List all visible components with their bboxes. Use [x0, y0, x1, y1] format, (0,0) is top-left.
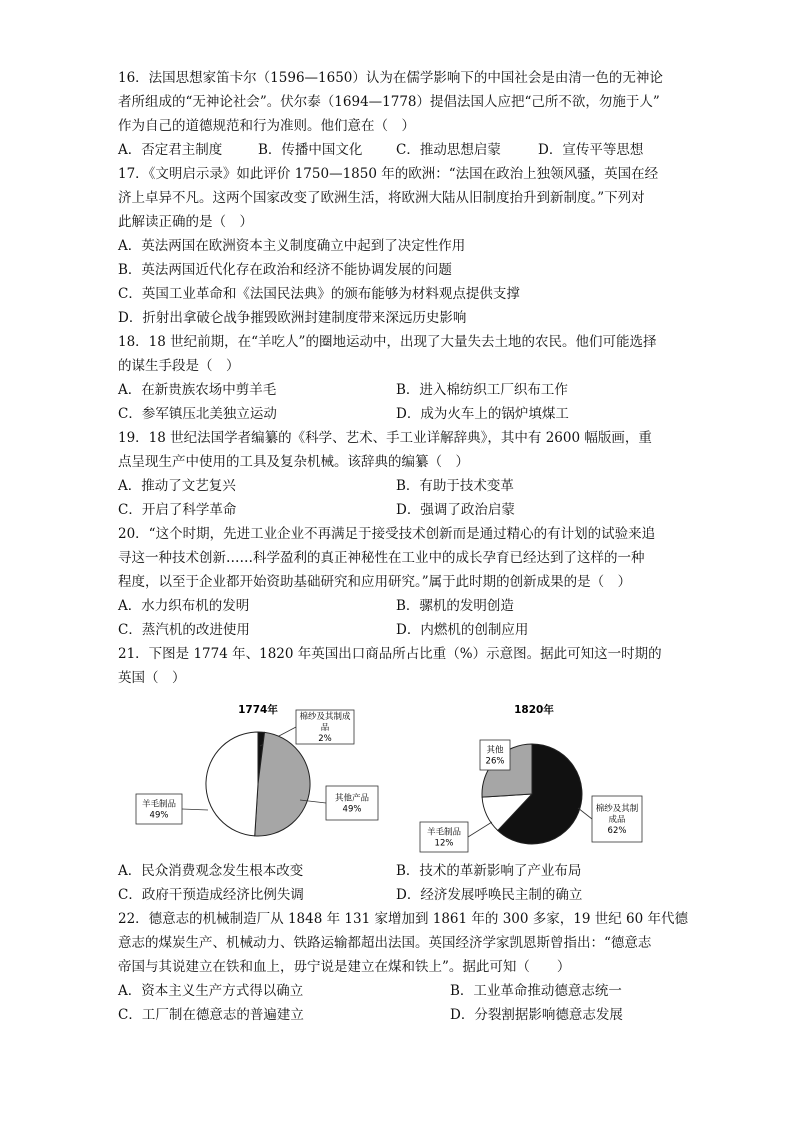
- q17-stem-line-1: 17．《文明启示录》如此评价 1750—1850 年的欧洲：“法国在政治上独领风骚，英国在经: [118, 166, 659, 182]
- q21-stem-line-2: 英国（ ）: [118, 670, 186, 686]
- slice-value-label: 26%: [485, 756, 505, 767]
- q16-stem-line-1: 16．法国思想家笛卡尔（1596—1650）认为在儒学影响下的中国社会是由清一色的无神论: [118, 70, 663, 86]
- q17-option-d: D．折射出拿破仑战争摧毁欧洲封建制度带来深远历史影响: [118, 310, 467, 326]
- q18-option-c: C．参军镇压北美独立运动: [118, 406, 277, 422]
- callout-leader: [578, 808, 592, 819]
- q20-stem-line-1: 20．“这个时期，先进工业企业不再满足于接受技术创新而是通过精心的有计划的试验来追: [118, 526, 656, 542]
- slice-value-label: 12%: [434, 838, 454, 849]
- q20-stem-line-2: 寻这一种技术创新……科学盈利的真正神秘性在工业中的成长孕育已经达到了这样的一种: [118, 550, 645, 566]
- q22-stem-line-2: 意志的煤炭生产、机械动力、铁路运输都超出法国。英国经济学家凯恩斯曾指出：“德意志: [118, 935, 652, 951]
- pie-slice: [206, 732, 258, 836]
- q18-stem-line-2: 的谋生手段是（ ）: [118, 358, 240, 374]
- q19-stem-line-1: 19．18 世纪法国学者编纂的《科学、艺术、手工业详解辞典》，其中有 2600 幅版画，重: [118, 430, 652, 446]
- q22-option-d: D．分裂割据影响德意志发展: [450, 1007, 623, 1023]
- q16-stem-line-3: 作为自己的道德规范和行为准则。他们意在（ ）: [118, 118, 415, 134]
- slice-category-label: 其他: [486, 745, 504, 756]
- q20-option-d: D．内燃机的创制应用: [396, 622, 529, 638]
- q16-option-d: D．宣传平等思想: [538, 142, 644, 158]
- q17-option-c: C．英国工业革命和《法国民法典》的颁布能够为材料观点提供支撑: [118, 286, 520, 302]
- slice-category-label: 羊毛制品: [426, 827, 462, 838]
- q18-stem-line-1: 18．18 世纪前期，在“羊吃人”的圈地运动中，出现了大量失去土地的农民。他们可能选择: [118, 334, 657, 350]
- slice-value-label: 62%: [607, 826, 627, 836]
- slice-value-label: 2%: [318, 734, 332, 744]
- q16-option-a: A．否定君主制度: [118, 142, 223, 158]
- q22-stem-line-1: 22．德意志的机械制造厂从 1848 年 131 家增加到 1861 年的 300 多家，19 世纪 60 年代德: [118, 911, 688, 927]
- slice-value-label: 49%: [342, 804, 362, 815]
- q22-option-c: C．工厂制在德意志的普遍建立: [118, 1007, 304, 1023]
- slice-category-label: 棉纱及其制: [595, 804, 639, 814]
- callout-leader: [468, 822, 492, 837]
- q18-option-a: A．在新贵族农场中剪羊毛: [118, 382, 277, 398]
- q21-option-c: C．政府干预造成经济比例失调: [118, 887, 304, 903]
- q22-option-b: B．工业革命推动德意志统一: [450, 983, 622, 999]
- q22-stem-line-3: 帝国与其说建立在铁和血上，毋宁说是建立在煤和铁上”。据此可知（ ）: [118, 959, 571, 975]
- q20-option-c: C．蒸汽机的改进使用: [118, 622, 250, 638]
- q19-stem-line-2: 点呈现生产中使用的工具及复杂机械。该辞典的编纂（ ）: [118, 454, 469, 470]
- q16-stem-line-2: 者所组成的“无神论社会”。伏尔泰（1694—1778）提倡法国人应把“己所不欲，勿施于人”: [118, 94, 660, 110]
- q17-stem-line-2: 济上卓异不凡。这两个国家改变了欧洲生活，将欧洲大陆从旧制度抬升到新制度。”下列对: [118, 190, 645, 206]
- q19-option-c: C．开启了科学革命: [118, 502, 237, 518]
- q22-option-a: A．资本主义生产方式得以确立: [118, 983, 304, 999]
- q19-option-a: A．推动了文艺复兴: [118, 478, 236, 494]
- pie-chart-title: 1774年: [238, 704, 278, 716]
- pie-chart-0: [136, 703, 378, 836]
- slice-category-label: 其他产品: [334, 793, 370, 804]
- pie-chart-title: 1820年: [514, 704, 554, 716]
- q19-option-b: B．有助于技术变革: [396, 478, 514, 494]
- q17-option-b: B．英法两国近代化存在政治和经济不能协调发展的问题: [118, 262, 452, 278]
- q18-option-b: B．进入棉纺织工厂织布工作: [396, 382, 568, 398]
- q18-option-d: D．成为火车上的锅炉填煤工: [396, 406, 569, 422]
- q19-option-d: D．强调了政治启蒙: [396, 502, 515, 518]
- q20-option-b: B．骡机的发明创造: [396, 598, 514, 614]
- callout-leader: [182, 809, 208, 810]
- q20-stem-line-3: 程度，以至于企业都开始资助基础研究和应用研究。”属于此时期的创新成果的是（ ）: [118, 574, 632, 590]
- slice-category-label: 品: [320, 723, 330, 733]
- q20-option-a: A．水力织布机的发明: [118, 598, 250, 614]
- q21-option-a: A．民众消费观念发生根本改变: [118, 863, 304, 879]
- slice-category-label: 羊毛制品: [141, 799, 177, 810]
- slice-value-label: 49%: [149, 810, 169, 821]
- q16-option-c: C．推动思想启蒙: [396, 142, 501, 158]
- q17-stem-line-3: 此解读正确的是（ ）: [118, 214, 253, 230]
- pie-chart-1: [420, 703, 642, 852]
- q16-option-b: B．传播中国文化: [258, 142, 363, 158]
- q21-option-b: B．技术的革新影响了产业布局: [396, 863, 582, 879]
- q21-option-d: D．经济发展呼唤民主制的确立: [396, 887, 583, 903]
- export-share-pie-charts: [130, 700, 660, 860]
- pie-slice: [255, 732, 310, 836]
- q21-stem-line-1: 21．下图是 1774 年、1820 年英国出口商品所占比重（%）示意图。据此可知这一时期的: [118, 646, 662, 662]
- q17-option-a: A．英法两国在欧洲资本主义制度确立中起到了决定性作用: [118, 238, 466, 254]
- slice-category-label: 棉纱及其制成: [299, 712, 351, 722]
- slice-category-label: 成品: [608, 815, 626, 825]
